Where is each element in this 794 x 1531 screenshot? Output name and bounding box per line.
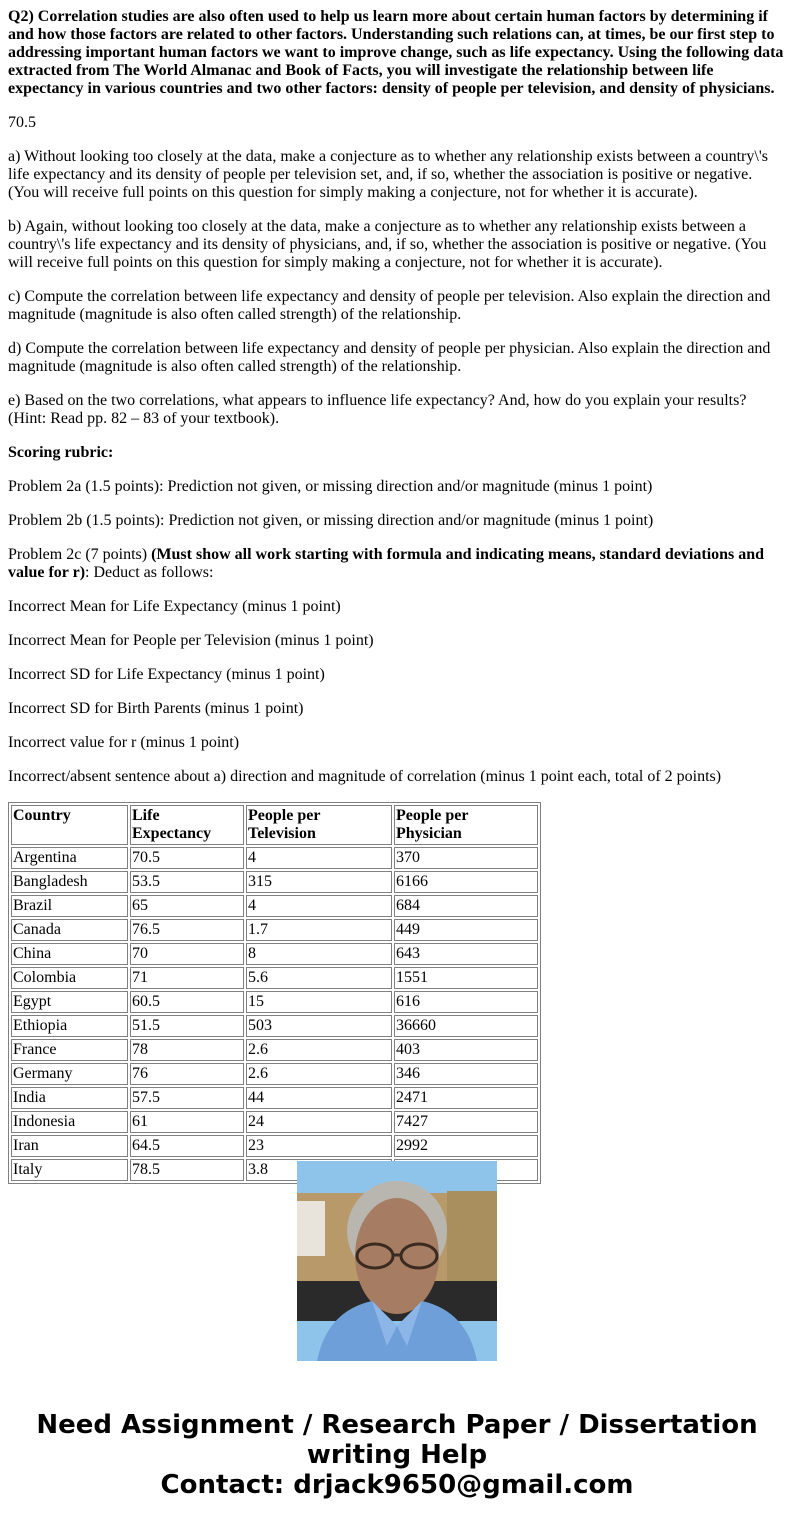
cell-life-expectancy: 51.5: [130, 1015, 244, 1037]
question-intro: Q2) Correlation studies are also often used to help us learn more about certain human factors by determining if and how those factors are related to other factors. Understanding such relations can, at times, be our first step to addressing important human factors we want to improve change, such as life expectancy. Using the following data extracted from The World Almanac and Book of Facts, you will investigate the relationship between life expectancy in various countries and two other factors: density of people per television, and density of physicians.: [8, 8, 784, 97]
cell-people-per-tv: 1.7: [246, 919, 392, 941]
cell-people-per-tv: 8: [246, 943, 392, 965]
rubric-heading: Scoring rubric:: [8, 444, 114, 461]
cell-life-expectancy: 76.5: [130, 919, 244, 941]
cell-people-per-tv: 3.8: [246, 1159, 392, 1181]
promo-line-1: Need Assignment / Research Paper / Dissertation: [36, 1410, 758, 1440]
cell-people-per-physician: 7427: [394, 1111, 538, 1133]
rubric-2a: Problem 2a (1.5 points): Prediction not given, or missing direction and/or magnitude (minus 1 point): [8, 478, 653, 495]
cell-people-per-physician: 684: [394, 895, 538, 917]
cell-country: Egypt: [11, 991, 128, 1013]
rubric-2b: Problem 2b (1.5 points): Prediction not given, or missing direction and/or magnitude (minus 1 point): [8, 512, 654, 529]
table-row: [11, 943, 538, 965]
cell-people-per-tv: 5.6: [246, 967, 392, 989]
cell-people-per-physician: 370: [394, 847, 538, 869]
cell-life-expectancy: 70.5: [130, 847, 244, 869]
cell-people-per-physician: 616: [394, 991, 538, 1013]
rubric-2c-suffix: : Deduct as follows:: [85, 564, 214, 581]
cell-country: China: [11, 943, 128, 965]
cell-country: Iran: [11, 1135, 128, 1157]
cell-country: Colombia: [11, 967, 128, 989]
cell-people-per-physician: 2992: [394, 1135, 538, 1157]
table-row: [11, 1087, 538, 1109]
rubric-2c-bold: (Must show all work starting with formula and indicating means, standard deviations and value for r): [8, 546, 765, 581]
deduction-item: Incorrect Mean for People per Television (minus 1 point): [8, 632, 374, 649]
deduction-item: Incorrect Mean for Life Expectancy (minus 1 point): [8, 598, 341, 615]
cell-people-per-physician: 36660: [394, 1015, 538, 1037]
cell-people-per-physician: 403: [394, 1039, 538, 1061]
rubric-2c-prefix: Problem 2c (7 points): [8, 546, 152, 563]
cell-life-expectancy: 78: [130, 1039, 244, 1061]
cell-country: India: [11, 1087, 128, 1109]
header-people-per-physician: People per Physician: [394, 805, 538, 845]
cell-country: Canada: [11, 919, 128, 941]
cell-life-expectancy: 61: [130, 1111, 244, 1133]
header-people-per-tv: People per Television: [246, 805, 392, 845]
cell-country: Bangladesh: [11, 871, 128, 893]
table-row: [11, 1039, 538, 1061]
cell-country: Indonesia: [11, 1111, 128, 1133]
promo-line-2: writing Help: [306, 1440, 488, 1470]
cell-life-expectancy: 78.5: [130, 1159, 244, 1181]
cell-people-per-tv: 4: [246, 847, 392, 869]
question-part-c: c) Compute the correlation between life expectancy and density of people per television. Also explain the direction and magnitude (magnitude is also often called strength) of the relationship.: [8, 288, 771, 323]
deduction-item: Incorrect SD for Life Expectancy (minus 1 point): [8, 666, 325, 683]
question-part-e: e) Based on the two correlations, what appears to influence life expectancy? And, how do you explain your results? (Hint: Read pp. 82 – 83 of your textbook).: [8, 392, 747, 427]
cell-people-per-tv: 44: [246, 1087, 392, 1109]
cell-country: Italy: [11, 1159, 128, 1181]
cell-people-per-tv: 2.6: [246, 1063, 392, 1085]
header-country: Country: [11, 805, 128, 845]
cell-people-per-tv: 24: [246, 1111, 392, 1133]
cell-people-per-tv: 4: [246, 895, 392, 917]
cell-people-per-tv: 23: [246, 1135, 392, 1157]
cell-people-per-physician: 2471: [394, 1087, 538, 1109]
deduction-item: Incorrect/absent sentence about a) direction and magnitude of correlation (minus 1 point each, total of 2 points): [8, 768, 722, 785]
cell-people-per-tv: 15: [246, 991, 392, 1013]
cell-country: Germany: [11, 1063, 128, 1085]
table-row: [11, 1063, 538, 1085]
cell-people-per-physician: 346: [394, 1063, 538, 1085]
cell-people-per-physician: 6166: [394, 871, 538, 893]
promo-contact: Contact: drjack9650@gmail.com: [160, 1470, 634, 1500]
cell-life-expectancy: 70: [130, 943, 244, 965]
table-row: [11, 967, 538, 989]
cell-life-expectancy: 64.5: [130, 1135, 244, 1157]
deduction-item: Incorrect value for r (minus 1 point): [8, 734, 240, 751]
table-row: [11, 847, 538, 869]
cell-people-per-tv: 315: [246, 871, 392, 893]
cell-life-expectancy: 53.5: [130, 871, 244, 893]
table-row: [11, 1111, 538, 1133]
cell-people-per-tv: 2.6: [246, 1039, 392, 1061]
cell-people-per-physician: 1551: [394, 967, 538, 989]
table-container: [8, 802, 786, 1178]
question-part-d: d) Compute the correlation between life expectancy and density of people per physician. Also explain the direction and magnitude (magnitude is also often called strength) of the relationship.: [8, 340, 771, 375]
header-life-expectancy: Life Expectancy: [130, 805, 244, 845]
table-header-row: [11, 805, 538, 845]
table-row: [11, 1135, 538, 1157]
cell-country: Brazil: [11, 895, 128, 917]
question-part-b: b) Again, without looking too closely at the data, make a conjecture as to whether any relationship exists between a country\'s life expectancy and its density of physicians, and, if so, whether the association is positive or negative. (You will receive full points on this question for simply making a conjecture, not for whether it is accurate).: [8, 218, 767, 271]
cell-country: Ethiopia: [11, 1015, 128, 1037]
table-row: [11, 919, 538, 941]
table-row: [11, 871, 538, 893]
cell-country: Argentina: [11, 847, 128, 869]
promo-banner: [0, 1410, 794, 1500]
rubric-2c: [8, 546, 786, 582]
document-body: [0, 8, 794, 1178]
cell-people-per-physician: 643: [394, 943, 538, 965]
table-row: [11, 991, 538, 1013]
cell-country: France: [11, 1039, 128, 1061]
cell-people-per-tv: 503: [246, 1015, 392, 1037]
table-row: [11, 895, 538, 917]
data-table: [8, 802, 541, 1184]
stray-value: 70.5: [8, 114, 36, 131]
table-row: [11, 1015, 538, 1037]
cell-life-expectancy: 76: [130, 1063, 244, 1085]
avatar: [297, 1161, 497, 1361]
cell-life-expectancy: 71: [130, 967, 244, 989]
cell-life-expectancy: 57.5: [130, 1087, 244, 1109]
cell-people-per-physician: 449: [394, 919, 538, 941]
cell-life-expectancy: 60.5: [130, 991, 244, 1013]
deduction-item: Incorrect SD for Birth Parents (minus 1 point): [8, 700, 304, 717]
question-part-a: a) Without looking too closely at the data, make a conjecture as to whether any relationship exists between a country\'s life expectancy and its density of people per television set, and, if so, whether the association is positive or negative. (You will receive full points on this question for simply making a conjecture, not for whether it is accurate).: [8, 148, 768, 201]
person-portrait-icon: [297, 1161, 497, 1361]
cell-life-expectancy: 65: [130, 895, 244, 917]
